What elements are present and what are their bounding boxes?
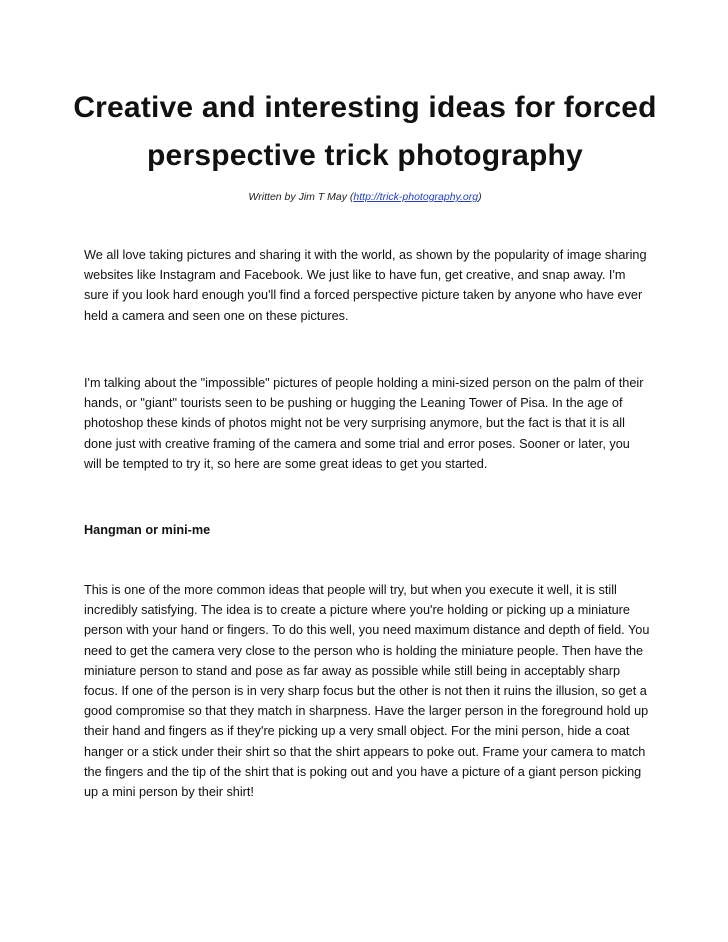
intro-paragraph: We all love taking pictures and sharing it with the world, as shown by the popularity of image sharing websites like Instagram and Facebook. We just like to have fun, get creative, and snap away. I'm sure if you look hard enough you'll find a forced perspective picture taken by anyone who have ever held a camera and seen one on these pictures. (84, 248, 647, 323)
byline-prefix: Written by Jim T May ( (248, 191, 354, 203)
byline (60, 191, 670, 203)
document-title: Creative and interesting ideas for forced perspective trick photography (73, 91, 657, 172)
explanation-paragraph: I'm talking about the "impossible" pictures of people holding a mini-sized person on the palm of their hands, or "giant" tourists seen to be pushing or hugging the Leaning Tower of Pisa. In the age of photoshop these kinds of photos might not be very surprising anymore, but the fact is that it is all done just with creative framing of the camera and some trial and error poses. Sooner or later, you will be tempted to try it, so here are some great ideas to get you started. (84, 376, 644, 471)
byline-suffix: ) (478, 191, 482, 203)
author-website-link[interactable]: http://trick-photography.org (353, 191, 479, 203)
section-heading: Hangman or mini-me (84, 523, 211, 537)
section-paragraph: This is one of the more common ideas that people will try, but when you execute it well, it is still incredibly satisfying. The idea is to create a picture where you're holding or picking up a miniature person with your hand or fingers. To do this well, you need maximum distance and depth of field. You need to get the camera very close to the person who is holding the miniature people. Then have the miniature person to stand and pose as far away as possible while still being in acceptably sharp focus. If one of the person is in very sharp focus but the other is not then it ruins the illusion, so get a good compromise so that they match in sharpness. Have the larger person in the foreground hold up their hand and fingers as if they're picking up a very small object. For the mini person, hide a coat hanger or a stick under their shirt so that the shirt appears to poke out. Frame your camera to match the fingers and the tip of the shirt that is poking out and you have a picture of a giant person picking up a mini person by their shirt! (84, 583, 650, 800)
